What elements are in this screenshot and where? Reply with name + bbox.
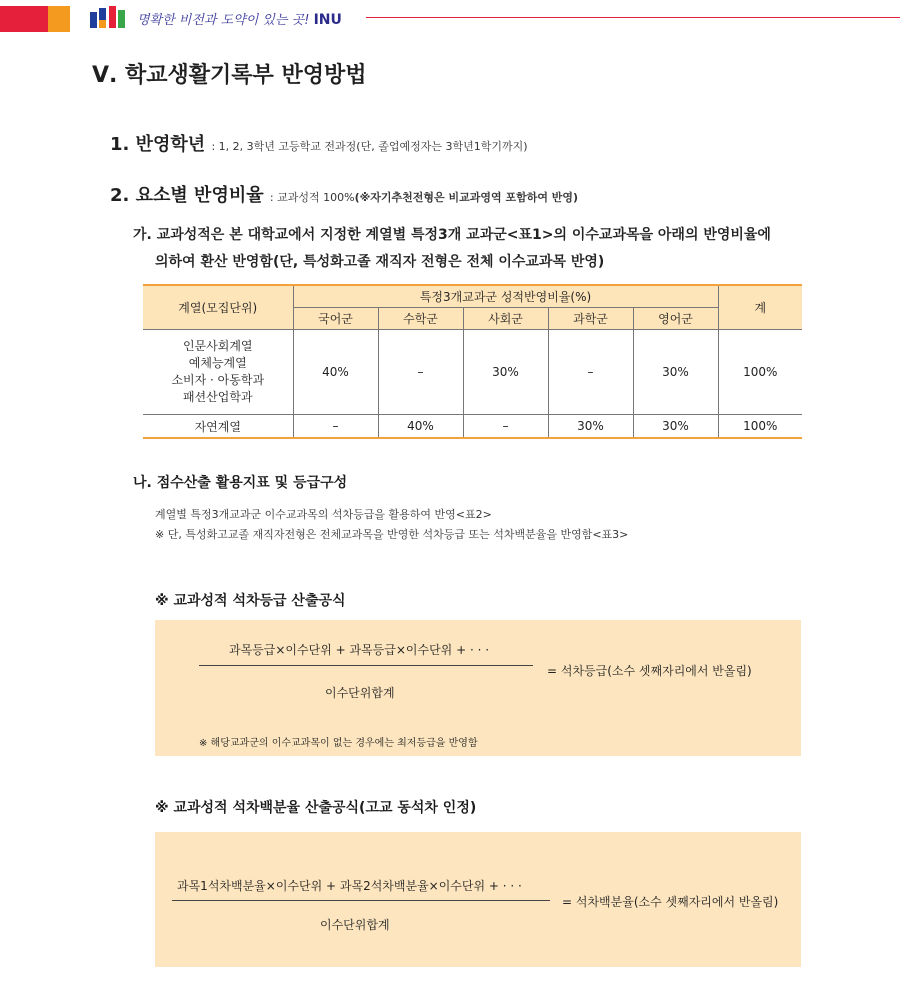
para-na-line2: ※ 단, 특성화고교졸 재직자전형은 전체교과목을 반영한 석차등급 또는 석차백분율을 반영함<표3> — [155, 528, 629, 541]
header-red-bar — [0, 6, 48, 32]
subject-header: 사회군 — [463, 308, 548, 330]
value-cell: 30% — [633, 415, 718, 439]
row-group-cell — [143, 330, 293, 415]
para-na-line1: 계열별 특정3개교과군 이수교과목의 석차등급을 활용하여 반영<표2> — [155, 508, 492, 521]
group-name: 인문사회계열 — [182, 339, 253, 353]
subject-header: 과학군 — [548, 308, 633, 330]
page-title: Ⅴ. 학교생활기록부 반영방법 — [92, 63, 367, 88]
group-name: 예체능계열 — [188, 356, 247, 370]
para-ga-line1: 가. 교과성적은 본 대학교에서 지정한 계열별 특정3개 교과군<표1>의 이수교과목을 아래의 반영비율에 — [133, 227, 771, 243]
formula1-result: = 석차등급(소수 셋째자리에서 반올림) — [547, 664, 752, 678]
inu-logo-icon — [90, 6, 128, 30]
formula1-fraction-line — [199, 665, 533, 666]
col-total-header: 계 — [718, 285, 802, 330]
section1-heading: 1. 반영학년 — [110, 134, 206, 155]
value-cell: 40% — [378, 415, 463, 439]
formula1-box — [155, 620, 801, 756]
total-cell: 100% — [718, 330, 802, 415]
row-group-cell: 자연계열 — [143, 415, 293, 439]
formula2-result: = 석차백분율(소수 셋째자리에서 반올림) — [562, 895, 779, 909]
para-ga-line2: 의하여 환산 반영함(단, 특성화고졸 재직자 전형은 전체 이수교과목 반영) — [155, 254, 605, 270]
group-name: 패션산업학과 — [182, 390, 253, 404]
value-cell: – — [293, 415, 378, 439]
col-rate-header: 특정3개교과군 성적반영비율(%) — [293, 285, 718, 308]
value-cell: – — [378, 330, 463, 415]
value-cell: – — [463, 415, 548, 439]
formula1-numerator: 과목등급×이수단위 + 과목등급×이수단위 + · · · — [229, 643, 490, 657]
formula2-fraction-line — [172, 900, 550, 901]
header-divider — [366, 17, 900, 18]
slogan-text: 명확한 비전과 도약이 있는 곳! — [137, 13, 310, 28]
value-cell: – — [548, 330, 633, 415]
header-slogan — [137, 9, 342, 28]
para-na-heading: 나. 점수산출 활용지표 및 등급구성 — [133, 475, 348, 491]
value-cell: 30% — [463, 330, 548, 415]
total-cell: 100% — [718, 415, 802, 439]
brand-text: INU — [313, 12, 342, 28]
table-row — [143, 330, 802, 415]
formula2-denominator: 이수단위합계 — [320, 918, 390, 932]
header-orange-bar — [48, 6, 70, 32]
formula2-numerator: 과목1석차백분율×이수단위 + 과목2석차백분율×이수단위 + · · · — [177, 879, 522, 893]
section-reflection-grades — [110, 130, 528, 156]
group-name: 소비자 · 아동학과 — [171, 373, 265, 387]
value-cell: 30% — [633, 330, 718, 415]
formula2-title: ※ 교과성적 석차백분율 산출공식(고교 동석차 인정) — [155, 800, 477, 816]
subject-header: 수학군 — [378, 308, 463, 330]
formula2-box — [155, 832, 801, 967]
formula1-title: ※ 교과성적 석차등급 산출공식 — [155, 593, 346, 609]
section2-heading: 2. 요소별 반영비율 — [110, 185, 264, 206]
ratio-table — [143, 284, 802, 439]
value-cell: 30% — [548, 415, 633, 439]
subject-header: 영어군 — [633, 308, 718, 330]
section2-note-bold: (※자기추천전형은 비교과영역 포함하여 반영) — [354, 191, 579, 204]
formula1-note: ※ 해당교과군의 이수교과목이 없는 경우에는 최저등급을 반영함 — [199, 738, 478, 749]
col-group-header: 계열(모집단위) — [143, 285, 293, 330]
section-ratio — [110, 181, 578, 207]
formula1-denominator: 이수단위합계 — [325, 686, 395, 700]
subject-header: 국어군 — [293, 308, 378, 330]
section2-note: : 교과성적 100% — [269, 191, 355, 204]
section1-note: : 1, 2, 3학년 고등학교 전과정(단, 졸업예정자는 3학년1학기까지) — [211, 140, 528, 153]
value-cell: 40% — [293, 330, 378, 415]
table-row — [143, 415, 802, 439]
